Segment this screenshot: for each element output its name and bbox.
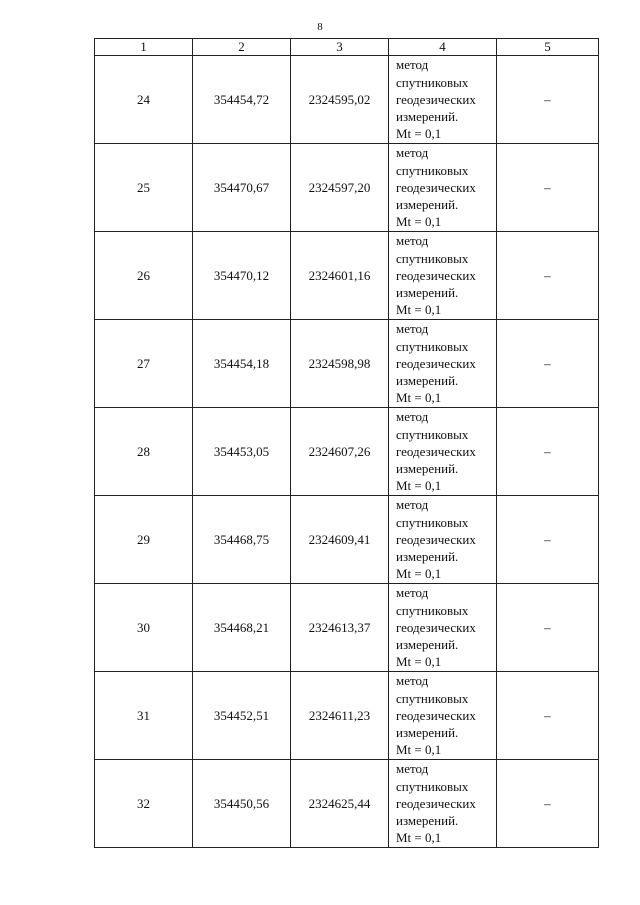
- y-coordinate-cell: 2324595,02: [291, 56, 389, 144]
- method-text-line: геодезических: [396, 179, 476, 195]
- method-text-line: измерений.: [396, 813, 459, 829]
- table-row: [95, 320, 599, 408]
- x-coordinate-cell: 354470,67: [193, 144, 291, 232]
- y-coordinate-cell: 2324611,23: [291, 672, 389, 760]
- method-cell: [389, 320, 497, 408]
- method-text-line: спутниковых: [396, 514, 469, 530]
- method-text-line: спутниковых: [396, 162, 469, 178]
- method-cell: [389, 496, 497, 584]
- method-text-line: измерений.: [396, 725, 459, 741]
- point-number-cell: 26: [95, 232, 193, 320]
- point-number-cell: 29: [95, 496, 193, 584]
- table-row: [95, 144, 599, 232]
- method-text-line: геодезических: [396, 795, 476, 811]
- method-text-line: спутниковых: [396, 778, 469, 794]
- y-coordinate-cell: 2324609,41: [291, 496, 389, 584]
- dash-mark: –: [544, 619, 551, 635]
- method-text-line: метод: [396, 145, 429, 161]
- method-text-line: измерений.: [396, 373, 459, 389]
- method-text-line: геодезических: [396, 91, 476, 107]
- dash-mark: –: [544, 531, 551, 547]
- col5-cell: [497, 672, 599, 760]
- header-col-3: 3: [291, 39, 389, 56]
- header-col-2: 2: [193, 39, 291, 56]
- method-text-line: измерений.: [396, 197, 459, 213]
- method-text-line: Mt = 0,1: [396, 214, 442, 230]
- point-number-cell: 28: [95, 408, 193, 496]
- method-text-line: метод: [396, 585, 429, 601]
- x-coordinate-cell: 354468,21: [193, 584, 291, 672]
- col5-cell: [497, 144, 599, 232]
- method-text-line: Mt = 0,1: [396, 830, 442, 846]
- method-text-line: метод: [396, 233, 429, 249]
- table-row: [95, 496, 599, 584]
- method-cell: [389, 672, 497, 760]
- method-text-line: измерений.: [396, 109, 459, 125]
- col5-cell: [497, 584, 599, 672]
- table-row: [95, 56, 599, 144]
- method-text-line: геодезических: [396, 267, 476, 283]
- method-cell: [389, 232, 497, 320]
- method-text-line: Mt = 0,1: [396, 302, 442, 318]
- method-text-line: метод: [396, 321, 429, 337]
- method-text-line: Mt = 0,1: [396, 566, 442, 582]
- method-text-line: метод: [396, 57, 429, 73]
- method-cell: [389, 56, 497, 144]
- method-text-line: измерений.: [396, 637, 459, 653]
- y-coordinate-cell: 2324607,26: [291, 408, 389, 496]
- method-text-line: спутниковых: [396, 250, 469, 266]
- x-coordinate-cell: 354450,56: [193, 760, 291, 848]
- dash-mark: –: [544, 91, 551, 107]
- method-text-line: геодезических: [396, 355, 476, 371]
- method-text-line: Mt = 0,1: [396, 478, 442, 494]
- method-text-line: измерений.: [396, 549, 459, 565]
- coordinates-table: [94, 38, 599, 848]
- table-row: [95, 672, 599, 760]
- dash-mark: –: [544, 795, 551, 811]
- point-number-cell: 27: [95, 320, 193, 408]
- method-text-line: измерений.: [396, 285, 459, 301]
- dash-mark: –: [544, 179, 551, 195]
- method-text-line: метод: [396, 409, 429, 425]
- method-text-line: геодезических: [396, 531, 476, 547]
- col5-cell: [497, 56, 599, 144]
- header-col-5: 5: [497, 39, 599, 56]
- x-coordinate-cell: 354454,72: [193, 56, 291, 144]
- col5-cell: [497, 496, 599, 584]
- method-cell: [389, 408, 497, 496]
- table-body: [95, 56, 599, 848]
- point-number-cell: 24: [95, 56, 193, 144]
- point-number-cell: 30: [95, 584, 193, 672]
- method-text-line: спутниковых: [396, 426, 469, 442]
- method-text-line: измерений.: [396, 461, 459, 477]
- method-text-line: Mt = 0,1: [396, 654, 442, 670]
- method-text-line: Mt = 0,1: [396, 126, 442, 142]
- col5-cell: [497, 760, 599, 848]
- method-text-line: геодезических: [396, 707, 476, 723]
- x-coordinate-cell: 354470,12: [193, 232, 291, 320]
- table-row: [95, 408, 599, 496]
- method-text-line: Mt = 0,1: [396, 390, 442, 406]
- method-text-line: геодезических: [396, 619, 476, 635]
- col5-cell: [497, 320, 599, 408]
- y-coordinate-cell: 2324625,44: [291, 760, 389, 848]
- col5-cell: [497, 232, 599, 320]
- x-coordinate-cell: 354454,18: [193, 320, 291, 408]
- point-number-cell: 25: [95, 144, 193, 232]
- point-number-cell: 32: [95, 760, 193, 848]
- method-cell: [389, 144, 497, 232]
- method-text-line: метод: [396, 673, 429, 689]
- x-coordinate-cell: 354453,05: [193, 408, 291, 496]
- method-text-line: спутниковых: [396, 338, 469, 354]
- method-text-line: спутниковых: [396, 74, 469, 90]
- y-coordinate-cell: 2324597,20: [291, 144, 389, 232]
- point-number-cell: 31: [95, 672, 193, 760]
- dash-mark: –: [544, 707, 551, 723]
- x-coordinate-cell: 354452,51: [193, 672, 291, 760]
- header-col-4: 4: [389, 39, 497, 56]
- method-text-line: метод: [396, 761, 429, 777]
- dash-mark: –: [544, 267, 551, 283]
- x-coordinate-cell: 354468,75: [193, 496, 291, 584]
- method-cell: [389, 584, 497, 672]
- table-row: [95, 760, 599, 848]
- header-col-1: 1: [95, 39, 193, 56]
- y-coordinate-cell: 2324598,98: [291, 320, 389, 408]
- y-coordinate-cell: 2324613,37: [291, 584, 389, 672]
- col5-cell: [497, 408, 599, 496]
- y-coordinate-cell: 2324601,16: [291, 232, 389, 320]
- header-row: [95, 39, 599, 56]
- method-text-line: Mt = 0,1: [396, 742, 442, 758]
- method-cell: [389, 760, 497, 848]
- method-text-line: геодезических: [396, 443, 476, 459]
- method-text-line: спутниковых: [396, 602, 469, 618]
- table-row: [95, 232, 599, 320]
- page-number: 8: [317, 21, 323, 33]
- table-row: [95, 584, 599, 672]
- method-text-line: метод: [396, 497, 429, 513]
- dash-mark: –: [544, 355, 551, 371]
- method-text-line: спутниковых: [396, 690, 469, 706]
- dash-mark: –: [544, 443, 551, 459]
